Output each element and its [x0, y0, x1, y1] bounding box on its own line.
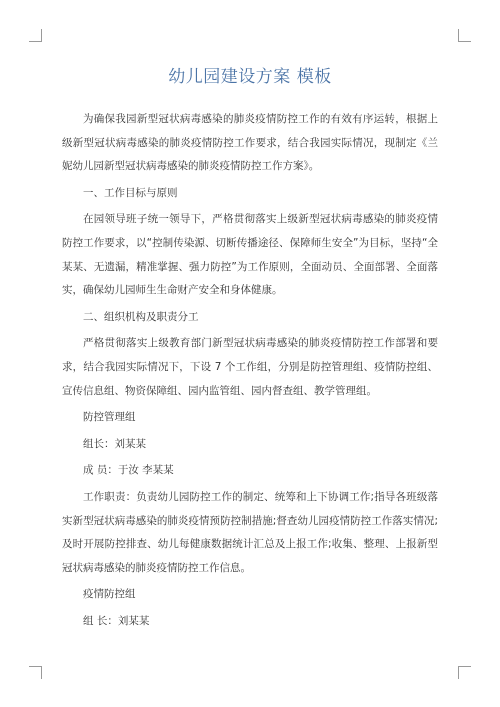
document-title: 幼儿园建设方案 模板: [168, 67, 332, 87]
section-heading-organization: 二、组织机构及职责分工: [83, 310, 199, 323]
crop-mark-top-left: [29, 29, 42, 42]
group-members: 成 员：于汝 李某某: [83, 464, 174, 477]
crop-mark-top-right: [458, 29, 471, 42]
duties-paragraph: 工作职责：负责幼儿园防控工作的制定、统筹和上下协调工作;指导各班级落实新型冠状病毒感染的肺炎疫情预防控制措施;督查幼儿园疫情防控工作落实情况;及时开展防控排查、幼儿每健康数据统计汇总及上报工作;收集、整理、上报新型冠状病毒感染的肺炎疫情防控工作信息。: [62, 490, 438, 574]
goals-paragraph: 在园领导班子统一领导下，严格贯彻落实上级新型冠状病毒感染的肺炎疫情防控工作要求，以“控制传染源、切断传播途径、保障师生安全”为目标，坚持“全某某、无遗漏，精准掌握、强力防控”为工作原则，全面动员、全面部署、全面落实，确保幼儿园师生生命财产安全和身体健康。: [62, 213, 438, 297]
section-heading-goals: 一、工作目标与原则: [83, 186, 178, 199]
group-leader: 组长：刘某某: [83, 437, 146, 450]
intro-paragraph: 为确保我园新型冠状病毒感染的肺炎疫情防控工作的有效有序运转，根据上级新型冠状病毒感染的肺炎疫情防控工作要求，结合我园实际情况，现制定《兰妮幼儿园新型冠状病毒感染的肺炎疫情防控工作方案》。: [62, 113, 438, 173]
document-body: [62, 108, 438, 633]
group-leader-epidemic: 组 长：刘某某: [83, 614, 150, 627]
group-heading-management: 防控管理组: [83, 411, 136, 424]
crop-mark-bottom-right: [458, 666, 471, 679]
group-heading-epidemic: 疫情防控组: [83, 588, 136, 601]
crop-mark-bottom-left: [29, 666, 42, 679]
organization-paragraph: 严格贯彻落实上级教育部门新型冠状病毒感染的肺炎疫情防控工作部署和要求，结合我园实际情况下，下设 7 个工作组，分别是防控管理组、疫情防控组、宣传信息组、物资保障组、园内监管组、园内督查组、教学管理组。: [62, 337, 438, 397]
